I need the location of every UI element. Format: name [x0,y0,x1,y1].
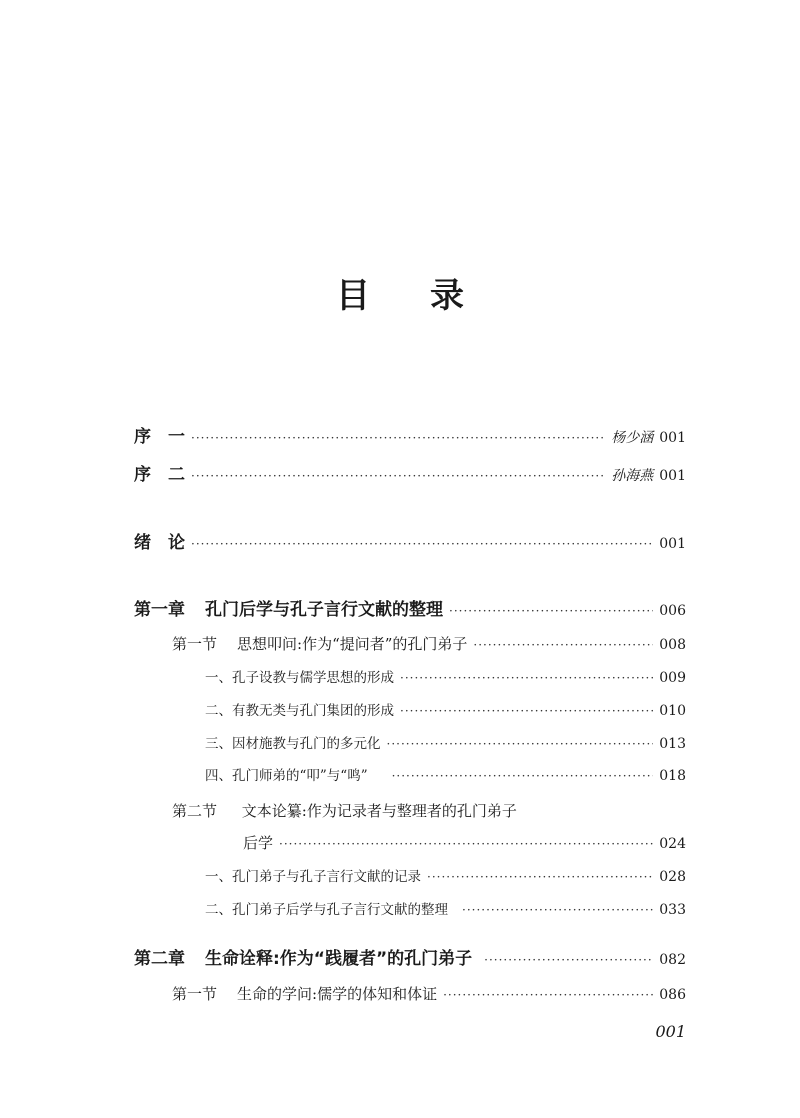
toc-entry-ch1-section-2[interactable] [172,800,517,821]
toc-page-number: 010 [659,703,686,719]
toc-entry-preface-1[interactable] [134,427,686,448]
toc-entry-ch1-s1-item-1[interactable] [205,668,686,688]
toc-chapter-label: 第二章 [134,949,185,969]
toc-author: 孙海燕 [611,468,654,484]
toc-chapter-label: 第一章 [134,600,185,620]
toc-page-number: 024 [659,836,686,852]
toc-section-title: 思想叩问:作为“提问者”的孔门弟子 [237,635,468,653]
toc-page-number: 018 [659,768,686,784]
leader-dots [462,900,653,920]
leader-dots [443,985,653,1005]
leader-dots [473,635,653,655]
page-folio: 001 [655,1022,686,1041]
toc-item-label: 二、有教无类与孔门集团的形成 [205,703,394,719]
toc-item-label: 二、孔门弟子后学与孔子言行文献的整理 [205,902,448,918]
leader-dots [191,534,653,554]
toc-page-number: 082 [659,952,686,968]
page-title-char-1: 目 [336,276,370,316]
toc-chapter-title: 孔门后学与孔子言行文献的整理 [205,600,443,620]
page-title-char-2: 录 [430,276,464,316]
toc-item-label: 四、孔门师弟的“叩”与“鸣” [205,768,368,784]
toc-page-number: 001 [659,468,686,484]
page-title [0,268,800,317]
toc-chapter-title: 生命诠释:作为“践履者”的孔门弟子 [205,949,473,969]
leader-dots [449,601,653,621]
toc-page-number: 033 [659,902,686,918]
leader-dots [400,668,653,688]
toc-entry-ch1-section-2-cont[interactable] [243,833,686,854]
toc-author: 杨少涵 [611,430,654,446]
toc-section-label: 第二节 [172,802,218,820]
toc-section-title: 文本论纂:作为记录者与整理者的孔门弟子 [241,802,517,820]
leader-dots [279,834,653,854]
toc-page-number: 086 [659,987,686,1003]
toc-section-title: 生命的学问:儒学的体知和体证 [237,985,438,1003]
toc-item-label: 一、孔门弟子与孔子言行文献的记录 [205,869,421,885]
toc-page-number: 001 [659,430,686,446]
toc-entry-preface-2[interactable] [134,465,686,486]
toc-entry-ch1-s2-item-2[interactable] [205,900,686,920]
leader-dots [400,701,653,721]
toc-entry-ch1-s1-item-4[interactable] [205,766,686,786]
toc-label: 序 一 [134,427,185,447]
toc-entry-ch2-section-1[interactable] [172,984,686,1005]
toc-entry-ch1-s1-item-3[interactable] [205,734,686,754]
toc-section-title-cont: 后学 [243,834,274,852]
toc-page-number: 013 [659,736,686,752]
leader-dots [387,734,654,754]
toc-page-number: 028 [659,869,686,885]
leader-dots [191,428,605,448]
toc-entry-ch1-s2-item-1[interactable] [205,867,686,887]
leader-dots [427,867,653,887]
toc-item-label: 一、孔子设教与儒学思想的形成 [205,670,394,686]
toc-label: 绪 论 [134,533,185,553]
toc-entry-intro[interactable] [134,533,686,554]
leader-dots [191,466,605,486]
leader-dots [392,766,654,786]
toc-entry-chapter-2[interactable] [134,949,686,970]
toc-label: 序 二 [134,465,185,485]
toc-page-number: 006 [659,603,686,619]
toc-entry-chapter-1[interactable] [134,600,686,621]
toc-page-number: 008 [659,637,686,653]
toc-page-number: 001 [659,536,686,552]
toc-section-label: 第一节 [172,635,218,653]
toc-entry-ch1-section-1[interactable] [172,634,686,655]
toc-entry-ch1-s1-item-2[interactable] [205,701,686,721]
toc-item-label: 三、因材施教与孔门的多元化 [205,736,381,752]
toc-section-label: 第一节 [172,985,218,1003]
leader-dots [484,950,653,970]
toc-page-number: 009 [659,670,686,686]
